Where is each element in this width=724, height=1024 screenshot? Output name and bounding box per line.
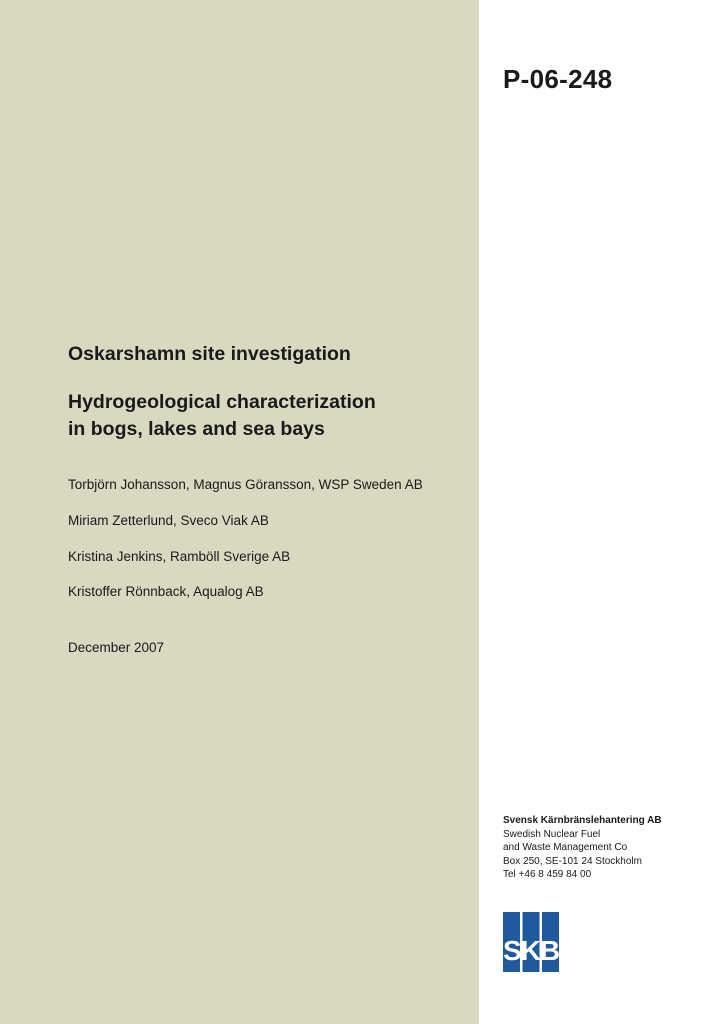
document-title-line-1: Hydrogeological characterization (68, 391, 376, 413)
skb-logo (503, 912, 559, 972)
publication-date: December 2007 (68, 640, 165, 655)
document-title (68, 389, 468, 443)
skb-logo-text: SKB (503, 935, 559, 966)
publisher-line-2: and Waste Management Co (503, 842, 628, 854)
publisher-phone: Tel +46 8 459 84 00 (503, 869, 592, 881)
publisher-block (503, 814, 662, 882)
author-line: Kristoffer Rönnback, Aqualog AB (68, 584, 264, 599)
report-number: P-06-248 (503, 64, 613, 94)
author-line: Torbjörn Johansson, Magnus Göransson, WSP Sweden AB (68, 477, 423, 492)
publisher-name: Svensk Kärnbränslehantering AB (503, 815, 662, 826)
document-title-line-2: in bogs, lakes and sea bays (68, 418, 325, 440)
publisher-address: Box 250, SE-101 24 Stockholm (503, 855, 642, 867)
publisher-line-1: Swedish Nuclear Fuel (503, 828, 601, 840)
author-line: Kristina Jenkins, Ramböll Sverige AB (68, 549, 291, 564)
author-line: Miriam Zetterlund, Sveco Viak AB (68, 513, 269, 528)
series-title: Oskarshamn site investigation (68, 343, 351, 365)
